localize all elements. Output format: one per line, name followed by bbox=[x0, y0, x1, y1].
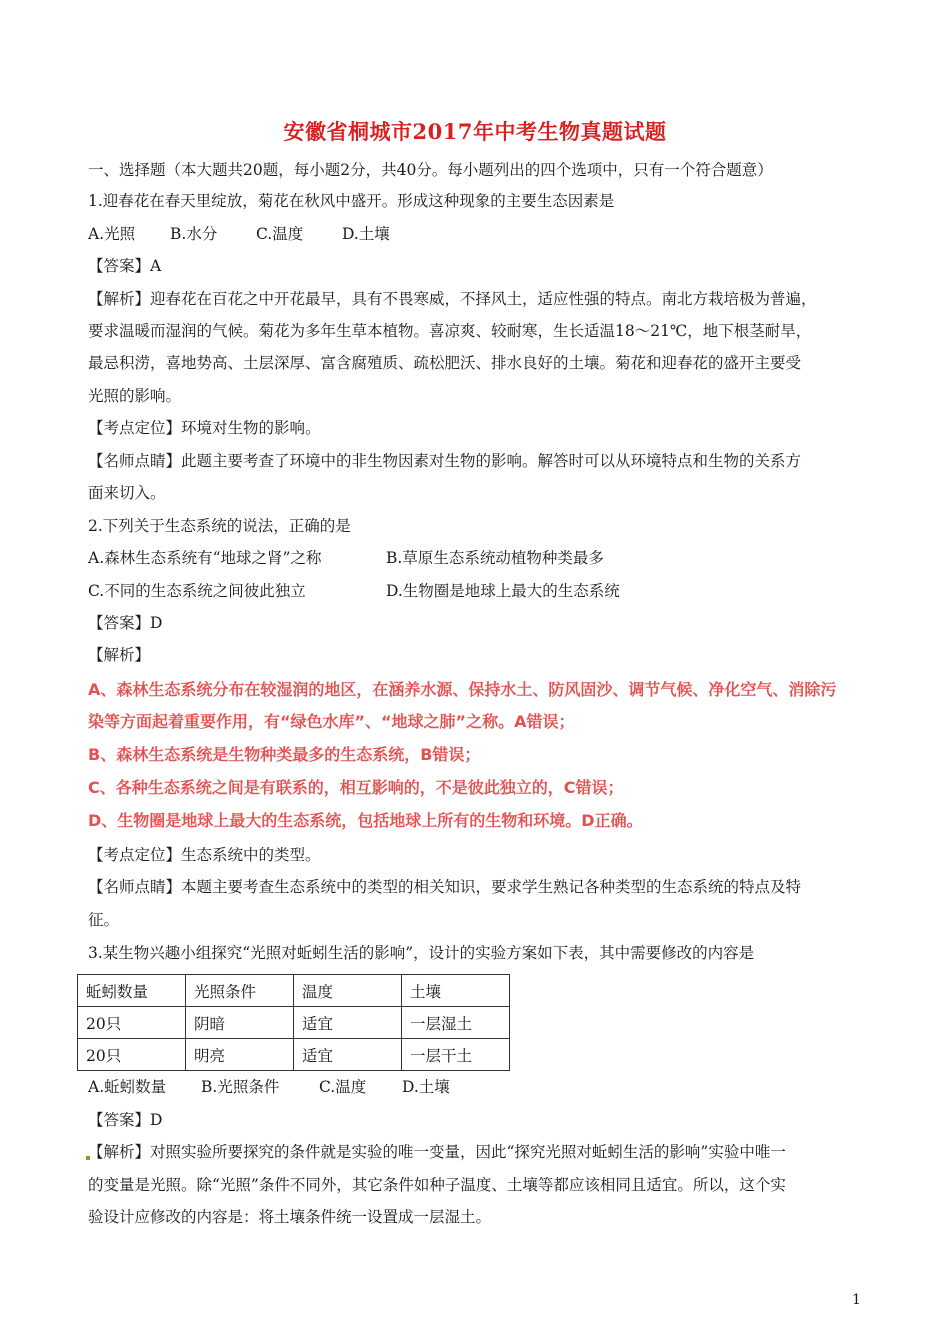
q2-analysis-red-line: D、生物圈是地球上最大的生态系统，包括地球上所有的生物和环境。D正确。 bbox=[88, 811, 643, 830]
q2-analysis-red-line: B、森林生态系统是生物种类最多的生态系统，B错误； bbox=[88, 745, 481, 764]
q3-analysis-line: 验设计应修改的内容是：将土壤条件统一设置成一层湿土。 bbox=[88, 1208, 492, 1226]
q1-analysis-line: 要求温暖而湿润的气候。菊花为多年生草本植物。喜凉爽、较耐寒，生长适温18～21℃，地下根茎耐旱， bbox=[88, 322, 812, 340]
page-title: 安徽省桐城市2017年中考生物真题试题 bbox=[283, 119, 667, 144]
section-heading: 一、选择题（本大题共20题，每小题2分，共40分。每小题列出的四个选项中，只有一个符合题意） bbox=[88, 161, 773, 179]
table-header-cell: 土壤 bbox=[402, 975, 510, 1007]
table-cell: 适宜 bbox=[294, 1007, 402, 1039]
table-cell: 适宜 bbox=[294, 1039, 402, 1071]
q1-stem: 1.迎春花在春天里绽放，菊花在秋风中盛开。形成这种现象的主要生态因素是 bbox=[88, 192, 615, 210]
q3-option-d: D.土壤 bbox=[402, 1078, 450, 1096]
q3-answer: 【答案】D bbox=[88, 1111, 163, 1129]
q2-analysis-red-line: 染等方面起着重要作用，有“绿色水库”、“地球之肺”之称。A错误； bbox=[88, 712, 575, 731]
q1-analysis-line: 最忌积涝，喜地势高、土层深厚、富含腐殖质、疏松肥沃、排水良好的土壤。菊花和迎春花的盛开主要受 bbox=[88, 354, 802, 372]
table-header-row bbox=[78, 975, 510, 1007]
q1-mingshi-line: 面来切入。 bbox=[88, 484, 166, 502]
table-cell: 20只 bbox=[78, 1039, 186, 1071]
q2-mingshi-line: 【名师点睛】本题主要考查生态系统中的类型的相关知识，要求学生熟记各种类型的生态系统的特点及特 bbox=[88, 878, 802, 896]
q1-option-a: A.光照 bbox=[88, 225, 136, 243]
q1-answer: 【答案】A bbox=[88, 257, 162, 275]
q2-mingshi-line: 征。 bbox=[88, 911, 120, 929]
q2-stem: 2.下列关于生态系统的说法，正确的是 bbox=[88, 517, 351, 535]
experiment-table bbox=[77, 974, 510, 1071]
q1-analysis-line: 【解析】迎春花在百花之中开花最早，具有不畏寒威，不择风土，适应性强的特点。南北方栽培极为普遍， bbox=[88, 290, 817, 308]
q1-option-c: C.温度 bbox=[256, 225, 304, 243]
q1-kaodian: 【考点定位】环境对生物的影响。 bbox=[88, 419, 321, 437]
q3-option-b: B.光照条件 bbox=[201, 1078, 280, 1096]
q3-analysis-line: 的变量是光照。除“光照”条件不同外，其它条件如种子温度、土壤等都应该相同且适宜。所以，这个实 bbox=[88, 1176, 786, 1194]
q1-mingshi-line: 【名师点睛】此题主要考查了环境中的非生物因素对生物的影响。解答时可以从环境特点和生物的关系方 bbox=[88, 452, 802, 470]
q2-option-c: C.不同的生态系统之间彼此独立 bbox=[88, 582, 306, 600]
table-cell: 一层湿土 bbox=[402, 1007, 510, 1039]
q3-analysis-line: 【解析】对照实验所要探究的条件就是实验的唯一变量，因此“探究光照对蚯蚓生活的影响”实验中唯一 bbox=[88, 1143, 786, 1161]
q2-options-row-2 bbox=[88, 581, 878, 601]
q2-options-row-1 bbox=[88, 548, 878, 568]
table-cell: 一层干土 bbox=[402, 1039, 510, 1071]
q2-option-a: A.森林生态系统有“地球之肾”之称 bbox=[88, 549, 322, 567]
table-cell: 阴暗 bbox=[186, 1007, 294, 1039]
q3-options bbox=[88, 1077, 878, 1097]
q2-analysis-label: 【解析】 bbox=[88, 646, 151, 664]
q1-analysis-line: 光照的影响。 bbox=[88, 387, 182, 405]
table-header-cell: 蚯蚓数量 bbox=[78, 975, 186, 1007]
table-cell: 明亮 bbox=[186, 1039, 294, 1071]
q2-analysis-red-line: C、各种生态系统之间是有联系的，相互影响的，不是彼此独立的，C错误； bbox=[88, 778, 624, 797]
table-header-cell: 温度 bbox=[294, 975, 402, 1007]
q2-option-d: D.生物圈是地球上最大的生态系统 bbox=[386, 582, 620, 600]
table-header-cell: 光照条件 bbox=[186, 975, 294, 1007]
q1-option-d: D.土壤 bbox=[342, 225, 390, 243]
table-cell: 20只 bbox=[78, 1007, 186, 1039]
table-row bbox=[78, 1007, 510, 1039]
q2-answer: 【答案】D bbox=[88, 614, 163, 632]
table-row bbox=[78, 1039, 510, 1071]
q3-option-c: C.温度 bbox=[319, 1078, 367, 1096]
q3-stem: 3.某生物兴趣小组探究“光照对蚯蚓生活的影响”，设计的实验方案如下表，其中需要修改的内容是 bbox=[88, 944, 755, 962]
q1-option-b: B.水分 bbox=[170, 225, 218, 243]
q2-kaodian: 【考点定位】生态系统中的类型。 bbox=[88, 846, 321, 864]
q3-option-a: A.蚯蚓数量 bbox=[88, 1078, 167, 1096]
page-number: 1 bbox=[852, 1292, 861, 1308]
q2-analysis-red-line: A、森林生态系统分布在较湿润的地区，在涵养水源、保持水土、防风固沙、调节气候、净化空气、消除污 bbox=[88, 680, 837, 699]
q1-options bbox=[88, 224, 878, 244]
q2-option-b: B.草原生态系统动植物种类最多 bbox=[386, 549, 604, 567]
